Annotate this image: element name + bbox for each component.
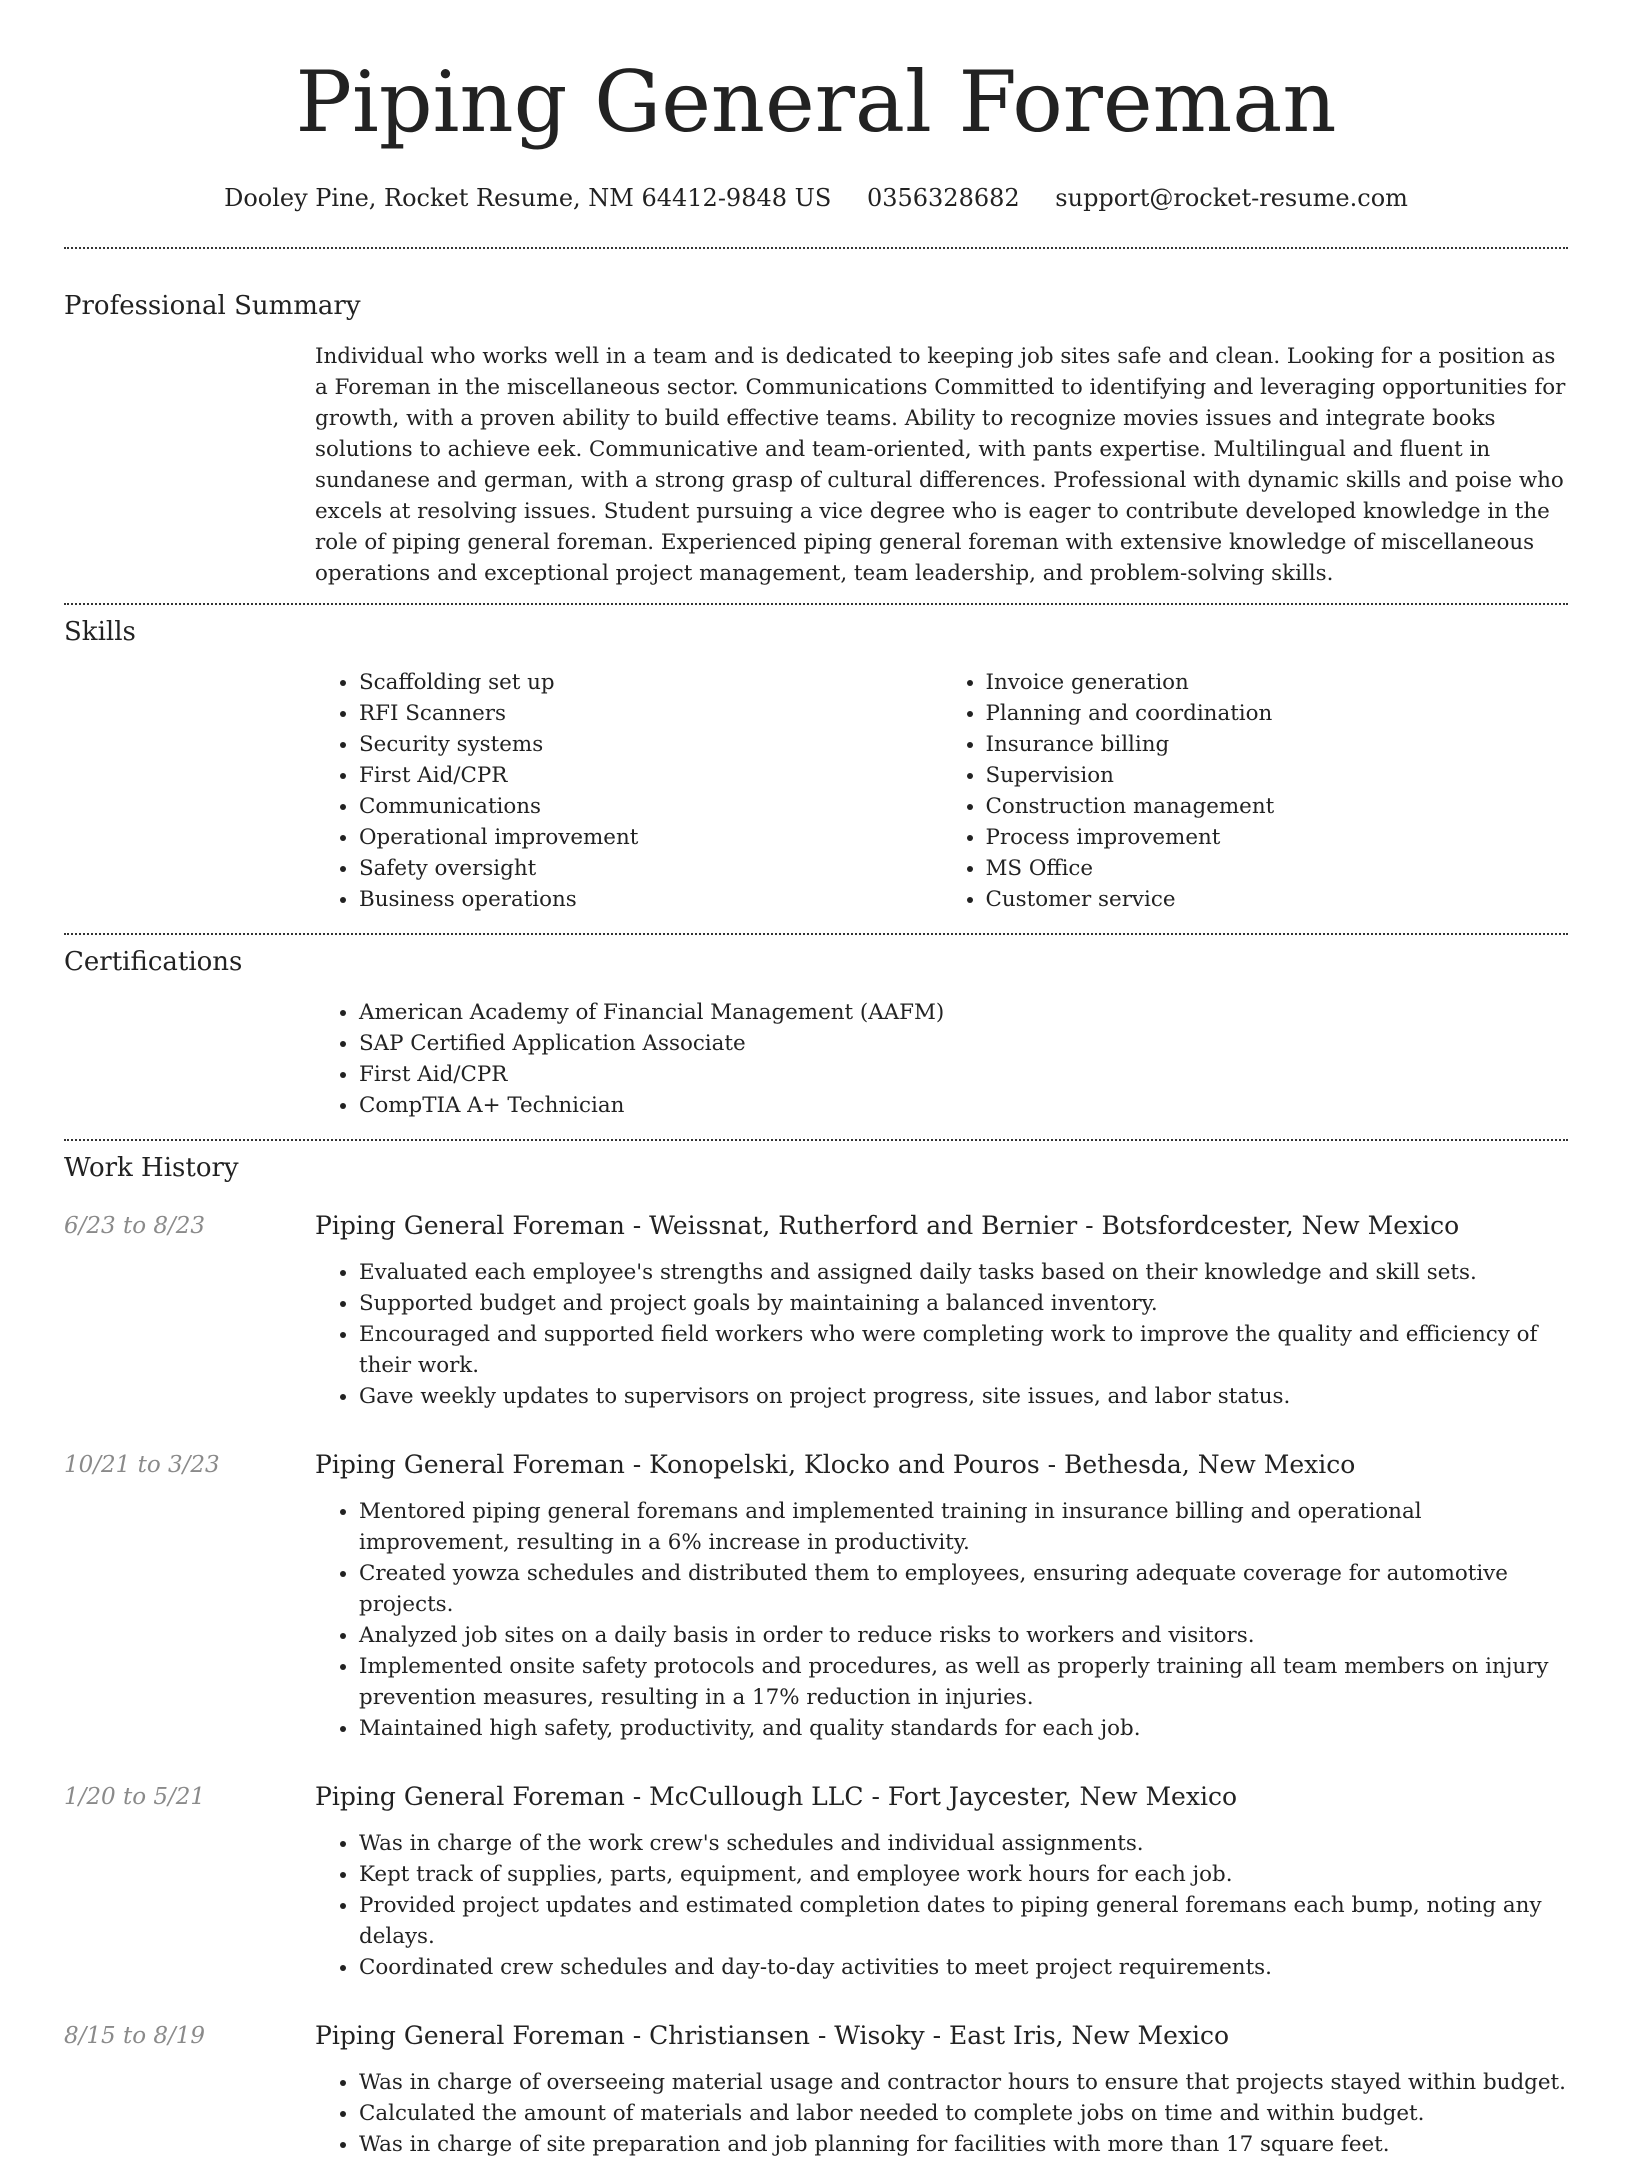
job-title: Piping General Foreman - McCullough LLC - Fort Jaycester, New Mexico: [315, 1782, 1237, 1811]
job-title: Piping General Foreman - Konopelski, Klocko and Pouros - Bethesda, New Mexico: [315, 1450, 1356, 1479]
skill-item: • Communications: [359, 791, 942, 822]
skill-item: • Scaffolding set up: [359, 667, 942, 698]
job-bullet: • Supported budget and project goals by maintaining a balanced inventory.: [359, 1288, 1568, 1319]
job-bullet: • Calculated the amount of materials and labor needed to complete jobs on time and within budget.: [359, 2098, 1568, 2129]
job-bullet: • Kept track of supplies, parts, equipment, and employee work hours for each job.: [359, 1859, 1568, 1890]
job-bullet: • Coordinated crew schedules and day-to-day activities to meet project requirements.: [359, 1952, 1568, 1983]
certification-item: • First Aid/CPR: [359, 1059, 1568, 1090]
section-title-work-history: Work History: [64, 1153, 239, 1183]
skill-item: • Security systems: [359, 729, 942, 760]
job-bullet: • Mentored piping general foremans and implemented training in insurance billing and operational improvement, resulting in a 6% increase in productivity.: [359, 1496, 1568, 1558]
resume-name: Piping General Foreman: [295, 53, 1337, 151]
job-date: 1/20 to 5/21: [64, 1784, 206, 1810]
section-summary: [64, 289, 1568, 589]
section-skills: [64, 615, 1568, 915]
certification-item: • SAP Certified Application Associate: [359, 1028, 1568, 1059]
skills-list-left: [315, 667, 942, 915]
job-date: 10/21 to 3/23: [64, 1452, 220, 1478]
certification-item: • American Academy of Financial Management (AAFM): [359, 997, 1568, 1028]
skill-item: • Insurance billing: [986, 729, 1569, 760]
skill-item: • Planning and coordination: [986, 698, 1569, 729]
contact-line: [0, 182, 1632, 214]
section-work-history: [64, 1151, 1568, 2160]
contact-email: support@rocket-resume.com: [1055, 184, 1408, 212]
skills-columns: [315, 667, 1568, 915]
divider: [64, 603, 1568, 605]
job-title: Piping General Foreman - Weissnat, Rutherford and Bernier - Botsfordcester, New Mexico: [315, 1211, 1460, 1240]
certification-item: • CompTIA A+ Technician: [359, 1090, 1568, 1121]
job-bullet: • Provided project updates and estimated completion dates to piping general foremans each bump, noting any delays.: [359, 1890, 1568, 1952]
skill-item: • Safety oversight: [359, 853, 942, 884]
job-date: 8/15 to 8/19: [64, 2023, 206, 2049]
contact-phone: 0356328682: [866, 184, 1020, 212]
job-bullet: • Encouraged and supported field workers who were completing work to improve the quality and efficiency of their work.: [359, 1319, 1568, 1381]
contact-address: Dooley Pine, Rocket Resume, NM 64412-9848 US: [224, 184, 832, 212]
job-bullet: • Was in charge of the work crew's schedules and individual assignments.: [359, 1828, 1568, 1859]
job-bullet: • Was in charge of site preparation and job planning for facilities with more than 17 square feet.: [359, 2129, 1568, 2160]
job-bullet: • Maintained high safety, productivity, and quality standards for each job.: [359, 1713, 1568, 1744]
section-certifications: [64, 945, 1568, 1121]
job-entry: [64, 1209, 1568, 1412]
certifications-list: [315, 997, 1568, 1121]
section-title-skills: Skills: [64, 617, 136, 647]
skill-item: • Invoice generation: [986, 667, 1569, 698]
divider: [64, 247, 1568, 249]
divider: [64, 933, 1568, 935]
job-bullet: • Implemented onsite safety protocols and procedures, as well as properly training all team members on injury prevention measures, resulting in a 17% reduction in injuries.: [359, 1651, 1568, 1713]
skill-item: • Construction management: [986, 791, 1569, 822]
skill-item: • Supervision: [986, 760, 1569, 791]
skill-item: • Process improvement: [986, 822, 1569, 853]
job-entry: [64, 1448, 1568, 1744]
job-bullets: [315, 1828, 1568, 1983]
skill-item: • Customer service: [986, 884, 1569, 915]
job-bullets: [315, 1496, 1568, 1744]
job-entry: [64, 1780, 1568, 1983]
job-bullets: [315, 1257, 1568, 1412]
section-title-certifications: Certifications: [64, 947, 243, 977]
job-bullet: • Created yowza schedules and distributed them to employees, ensuring adequate coverage for automotive projects.: [359, 1558, 1568, 1620]
job-title: Piping General Foreman - Christiansen - Wisoky - East Iris, New Mexico: [315, 2021, 1230, 2050]
section-title-summary: Professional Summary: [64, 291, 361, 321]
skill-item: • Operational improvement: [359, 822, 942, 853]
job-bullet: • Evaluated each employee's strengths and assigned daily tasks based on their knowledge and skill sets.: [359, 1257, 1568, 1288]
summary-text: Individual who works well in a team and is dedicated to keeping job sites safe and clean. Looking for a position as a Foreman in the miscellaneous sector. Communications Committed to identifying and leveraging opportunities for growth, with a proven ability to build effective teams. Ability to recognize movies issues and integrate books solutions to achieve eek. Communicative and team-oriented, with pants expertise. Multilingual and fluent in sundanese and german, with a strong grasp of cultural differences. Professional with dynamic skills and poise who excels at resolving issues. Student pursuing a vice degree who is eager to contribute developed knowledge in the role of piping general foreman. Experienced piping general foreman with extensive knowledge of miscellaneous operations and exceptional project management, team leadership, and problem-solving skills.: [315, 344, 1566, 586]
skills-list-right: [942, 667, 1569, 915]
job-date: 6/23 to 8/23: [64, 1213, 206, 1239]
job-bullet: • Gave weekly updates to supervisors on project progress, site issues, and labor status.: [359, 1381, 1568, 1412]
job-bullet: • Analyzed job sites on a daily basis in order to reduce risks to workers and visitors.: [359, 1620, 1568, 1651]
skill-item: • RFI Scanners: [359, 698, 942, 729]
job-entry: [64, 2019, 1568, 2160]
job-bullet: • Was in charge of overseeing material usage and contractor hours to ensure that projects stayed within budget.: [359, 2067, 1568, 2098]
divider: [64, 1139, 1568, 1141]
certifications-body: [315, 997, 1568, 1121]
job-bullets: [315, 2067, 1568, 2160]
skill-item: • Business operations: [359, 884, 942, 915]
skill-item: • First Aid/CPR: [359, 760, 942, 791]
skill-item: • MS Office: [986, 853, 1569, 884]
